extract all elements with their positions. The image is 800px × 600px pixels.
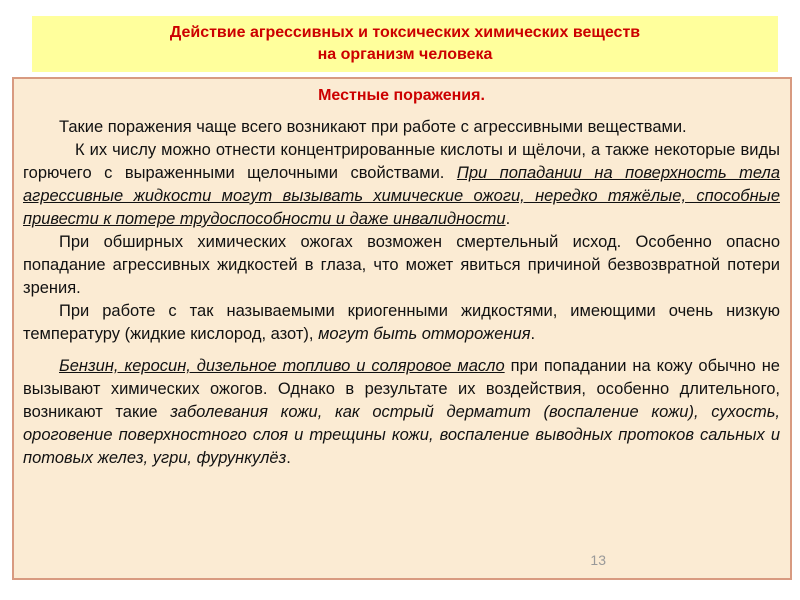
slide-title-line-2: на организм человека (317, 46, 493, 63)
paragraph-2-end: . (505, 210, 511, 228)
section-subtitle: Местные поражения. (318, 87, 485, 104)
slide-content-box (12, 77, 792, 580)
paragraph-5-emphasis: заболевания кожи, как острый дерматит (воспаление кожи), сухость, ороговение поверхностного слоя и трещины кожи, воспаление выводных протоков сальных и потовых желез, угри, фурункулёз (23, 403, 781, 467)
paragraph-2 (23, 139, 780, 231)
paragraph-5-underlined-emphasis: Бензин, керосин, дизельное топливо и соляровое масло (59, 357, 505, 375)
paragraph-3 (23, 231, 780, 300)
paragraph-3-text: При обширных химических ожогах возможен смертельный исход. Особенно опасно попадание агрессивных жидкостей в глаза, что может явиться причиной безвозвратной потери зрения. (23, 233, 780, 297)
slide-number: 13 (590, 552, 606, 568)
paragraph-4 (23, 300, 780, 346)
paragraph-5-text: при попадании на кожу обычно не вызывают химических ожогов. Однако в результате их воздействия, особенно длительного, возникают такие (23, 357, 780, 421)
slide-title-line-1: Действие агрессивных и токсических химических веществ (169, 24, 641, 41)
paragraph-2-text: К их числу можно отнести концентрированные кислоты и щёлочи, а также некоторые виды горючего с выраженными щелочными свойствами. (23, 141, 780, 182)
paragraph-5-end: . (286, 449, 291, 467)
paragraph-1 (23, 116, 780, 139)
paragraph-1-text: Такие поражения чаще всего возникают при работе с агрессивными веществами. (59, 118, 687, 136)
paragraph-4-emphasis: могут быть отморожения (318, 325, 531, 343)
paragraph-4-end: . (530, 325, 536, 343)
paragraph-4-text: При работе с так называемыми криогенными жидкостями, имеющими очень низкую температуру (жидкие кислород, азот), (23, 302, 780, 343)
slide-title-banner (32, 16, 778, 72)
paragraph-2-emphasis: При попадании на поверхность тела агрессивные жидкости могут вызывать химические ожоги, нередко тяжёлые, способные привести к потере трудоспособности и даже инвалидности (23, 164, 780, 228)
paragraph-5 (23, 355, 780, 470)
